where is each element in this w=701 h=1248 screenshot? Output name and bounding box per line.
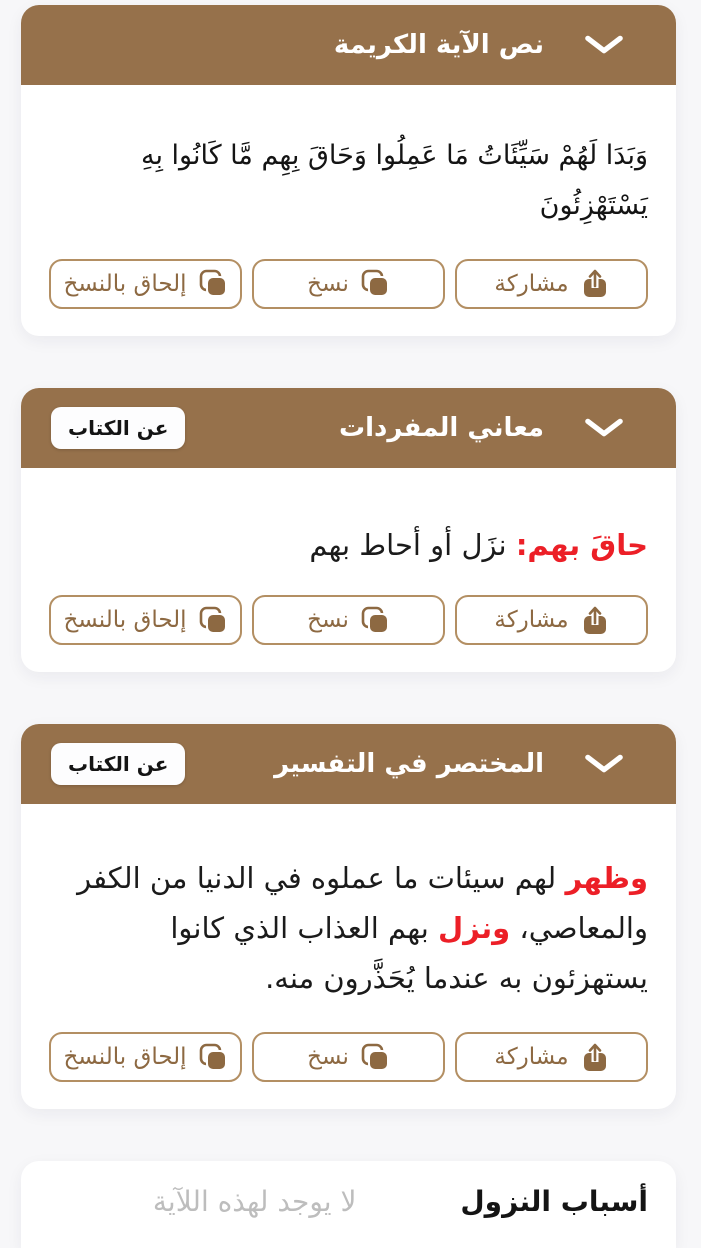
term-definition <box>49 468 648 568</box>
copy-icon <box>199 1043 228 1072</box>
card-meanings-header[interactable] <box>21 388 676 468</box>
share-icon <box>581 1042 609 1073</box>
copy-label: نسخ <box>307 270 349 297</box>
card-verse-header[interactable] <box>21 5 676 85</box>
copy-label: نسخ <box>307 607 349 634</box>
copy-button[interactable] <box>252 259 445 309</box>
asbab-row <box>21 1161 676 1248</box>
card-tafsir <box>21 724 676 1109</box>
card-meanings-title: معاني المفردات <box>338 412 544 443</box>
copy-button[interactable] <box>252 1032 445 1082</box>
card-meanings <box>21 388 676 673</box>
tafsir-segment: بهم العذاب الذي كانوا يستهزئون به عندما يُحَذَّرون منه. <box>170 911 648 996</box>
append-copy-button[interactable] <box>49 595 242 645</box>
verse-actions <box>49 259 648 309</box>
append-copy-button[interactable] <box>49 1032 242 1082</box>
asbab-empty-text: لا يوجد لهذه اللآية <box>152 1185 357 1218</box>
about-book-badge[interactable]: عن الكتاب <box>51 407 185 449</box>
about-book-badge[interactable]: عن الكتاب <box>51 743 185 785</box>
tafsir-segment: لهم سيئات ما عملوه في الدنيا من الكفر والمعاصي، <box>77 861 648 946</box>
card-verse-body <box>21 85 676 336</box>
card-verse <box>21 5 676 336</box>
card-asbab-alnuzul <box>21 1161 676 1248</box>
copy-icon <box>199 269 228 298</box>
share-button[interactable] <box>455 259 648 309</box>
card-meanings-body <box>21 468 676 673</box>
share-label: مشاركة <box>494 607 569 634</box>
card-tafsir-body <box>21 804 676 1109</box>
append-copy-label: إلحاق بالنسخ <box>63 1044 187 1070</box>
verse-text: وَبَدَا لَهُمْ سَيِّئَاتُ مَا عَمِلُوا وَحَاقَ بِهِم مَّا كَانُوا بِهِ يَسْتَهْزِئُونَ <box>140 140 648 221</box>
append-copy-label: إلحاق بالنسخ <box>63 270 187 297</box>
copy-button[interactable] <box>252 595 445 645</box>
copy-label: نسخ <box>307 1044 349 1070</box>
share-icon <box>581 605 609 636</box>
share-icon <box>581 268 609 299</box>
chevron-down-icon <box>584 417 624 439</box>
asbab-title: أسباب النزول <box>460 1185 648 1218</box>
share-label: مشاركة <box>494 270 569 297</box>
meanings-actions <box>49 595 648 645</box>
term-meaning: نزَل أو أحاط بهم <box>309 527 516 562</box>
tafsir-red-word: ونزل <box>438 911 511 946</box>
tafsir-text <box>49 804 648 1004</box>
chevron-down-icon <box>584 753 624 775</box>
tafsir-red-word: وظهر <box>565 861 648 896</box>
copy-icon <box>361 269 390 298</box>
card-verse-title: نص الآية الكريمة <box>333 30 544 60</box>
term-word: حاقَ بهم: <box>515 527 648 562</box>
share-label: مشاركة <box>494 1044 569 1070</box>
card-tafsir-title: المختصر في التفسير <box>274 749 544 780</box>
copy-icon <box>361 606 390 635</box>
append-copy-label: إلحاق بالنسخ <box>63 607 187 634</box>
copy-icon <box>361 1043 390 1072</box>
append-copy-button[interactable] <box>49 259 242 309</box>
chevron-down-icon <box>584 34 624 56</box>
tafsir-actions <box>49 1032 648 1082</box>
share-button[interactable] <box>455 1032 648 1082</box>
card-tafsir-header[interactable] <box>21 724 676 804</box>
share-button[interactable] <box>455 595 648 645</box>
copy-icon <box>199 606 228 635</box>
